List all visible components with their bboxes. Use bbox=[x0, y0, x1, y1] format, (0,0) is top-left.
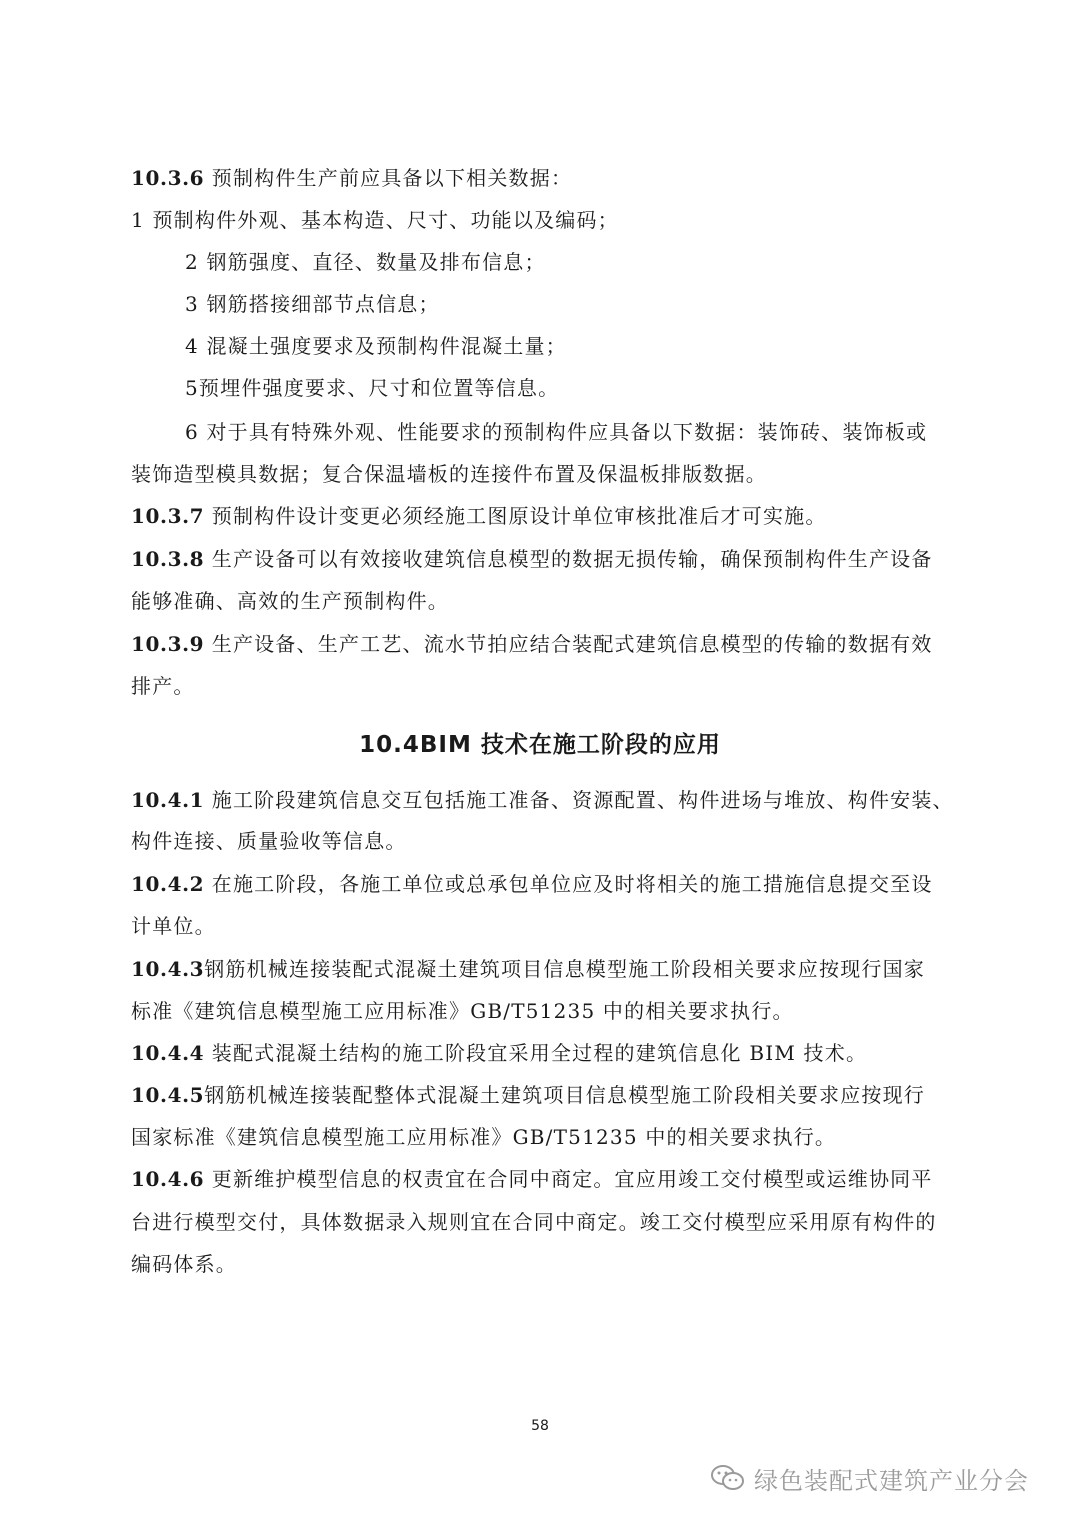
clause-number: 10.4.4 bbox=[131, 1041, 205, 1065]
clause-number: 10.4.3 bbox=[131, 957, 205, 981]
watermark-text: 绿色装配式建筑产业分会 bbox=[754, 1466, 1029, 1495]
page-number: 58 bbox=[531, 1418, 549, 1434]
clause-10-3-6 bbox=[131, 163, 572, 193]
clause-text: 钢筋机械连接装配整体式混凝土建筑项目信息模型施工阶段相关要求应按现行 bbox=[204, 1083, 926, 1107]
clause-text: 施工阶段建筑信息交互包括施工准备、资源配置、构件进场与堆放、构件安装、 bbox=[204, 788, 954, 812]
clause-text: 装配式混凝土结构的施工阶段宜采用全过程的建筑信息化 BIM 技术。 bbox=[204, 1041, 868, 1065]
clause-text: 预制构件生产前应具备以下相关数据： bbox=[204, 166, 573, 190]
list-item: 2 钢筋强度、直径、数量及排布信息； bbox=[185, 250, 546, 274]
clause-10-4-1 bbox=[131, 785, 954, 815]
clause-text: 更新维护模型信息的权责宜在合同中商定。宜应用竣工交付模型或运维协同平 bbox=[204, 1167, 933, 1191]
clause-number: 10.3.7 bbox=[131, 504, 205, 528]
clause-10-3-8 bbox=[131, 544, 933, 574]
section-heading: 10.4BIM 技术在施工阶段的应用 bbox=[359, 732, 721, 758]
clause-text: 生产设备、生产工艺、流水节拍应结合装配式建筑信息模型的传输的数据有效 bbox=[204, 632, 933, 656]
clause-text: 预制构件设计变更必须经施工图原设计单位审核批准后才可实施。 bbox=[204, 504, 827, 528]
watermark bbox=[710, 1458, 1029, 1498]
clause-number: 10.3.9 bbox=[131, 632, 205, 656]
clause-10-4-6 bbox=[131, 1164, 933, 1194]
list-item: 6 对于具有特殊外观、性能要求的预制构件应具备以下数据：装饰砖、装饰板或 bbox=[185, 420, 928, 444]
list-item-continuation: 装饰造型模具数据；复合保温墙板的连接件布置及保温板排版数据。 bbox=[131, 462, 767, 486]
clause-continuation: 排产。 bbox=[131, 674, 195, 698]
clause-10-4-4 bbox=[131, 1038, 867, 1068]
clause-10-3-9 bbox=[131, 629, 933, 659]
clause-text: 在施工阶段，各施工单位或总承包单位应及时将相关的施工措施信息提交至设 bbox=[204, 872, 933, 896]
clause-number: 10.4.2 bbox=[131, 872, 205, 896]
list-item: 5预埋件强度要求、尺寸和位置等信息。 bbox=[185, 376, 560, 400]
clause-text: 生产设备可以有效接收建筑信息模型的数据无损传输，确保预制构件生产设备 bbox=[204, 547, 933, 571]
clause-number: 10.4.1 bbox=[131, 788, 205, 812]
list-item: 3 钢筋搭接细部节点信息； bbox=[185, 292, 440, 316]
list-item: 4 混凝土强度要求及预制构件混凝土量； bbox=[185, 334, 567, 358]
clause-10-3-7 bbox=[131, 501, 827, 531]
clause-number: 10.4.5 bbox=[131, 1083, 205, 1107]
clause-10-4-2 bbox=[131, 869, 933, 899]
clause-continuation: 台进行模型交付，具体数据录入规则宜在合同中商定。竣工交付模型应采用原有构件的 bbox=[131, 1210, 937, 1234]
clause-continuation: 计单位。 bbox=[131, 914, 216, 938]
wechat-icon bbox=[710, 1463, 746, 1493]
clause-continuation: 能够准确、高效的生产预制构件。 bbox=[131, 589, 449, 613]
clause-number: 10.3.8 bbox=[131, 547, 205, 571]
clause-continuation: 编码体系。 bbox=[131, 1252, 237, 1276]
clause-10-4-5 bbox=[131, 1080, 925, 1110]
clause-continuation: 构件连接、质量验收等信息。 bbox=[131, 829, 407, 853]
clause-number: 10.4.6 bbox=[131, 1167, 205, 1191]
clause-continuation: 标准《建筑信息模型施工应用标准》GB/T51235 中的相关要求执行。 bbox=[131, 999, 794, 1023]
clause-text: 钢筋机械连接装配式混凝土建筑项目信息模型施工阶段相关要求应按现行国家 bbox=[204, 957, 926, 981]
clause-number: 10.3.6 bbox=[131, 166, 205, 190]
clause-continuation: 国家标准《建筑信息模型施工应用标准》GB/T51235 中的相关要求执行。 bbox=[131, 1125, 837, 1149]
list-item: 1 预制构件外观、基本构造、尺寸、功能以及编码； bbox=[131, 208, 619, 232]
clause-10-4-3 bbox=[131, 954, 925, 984]
